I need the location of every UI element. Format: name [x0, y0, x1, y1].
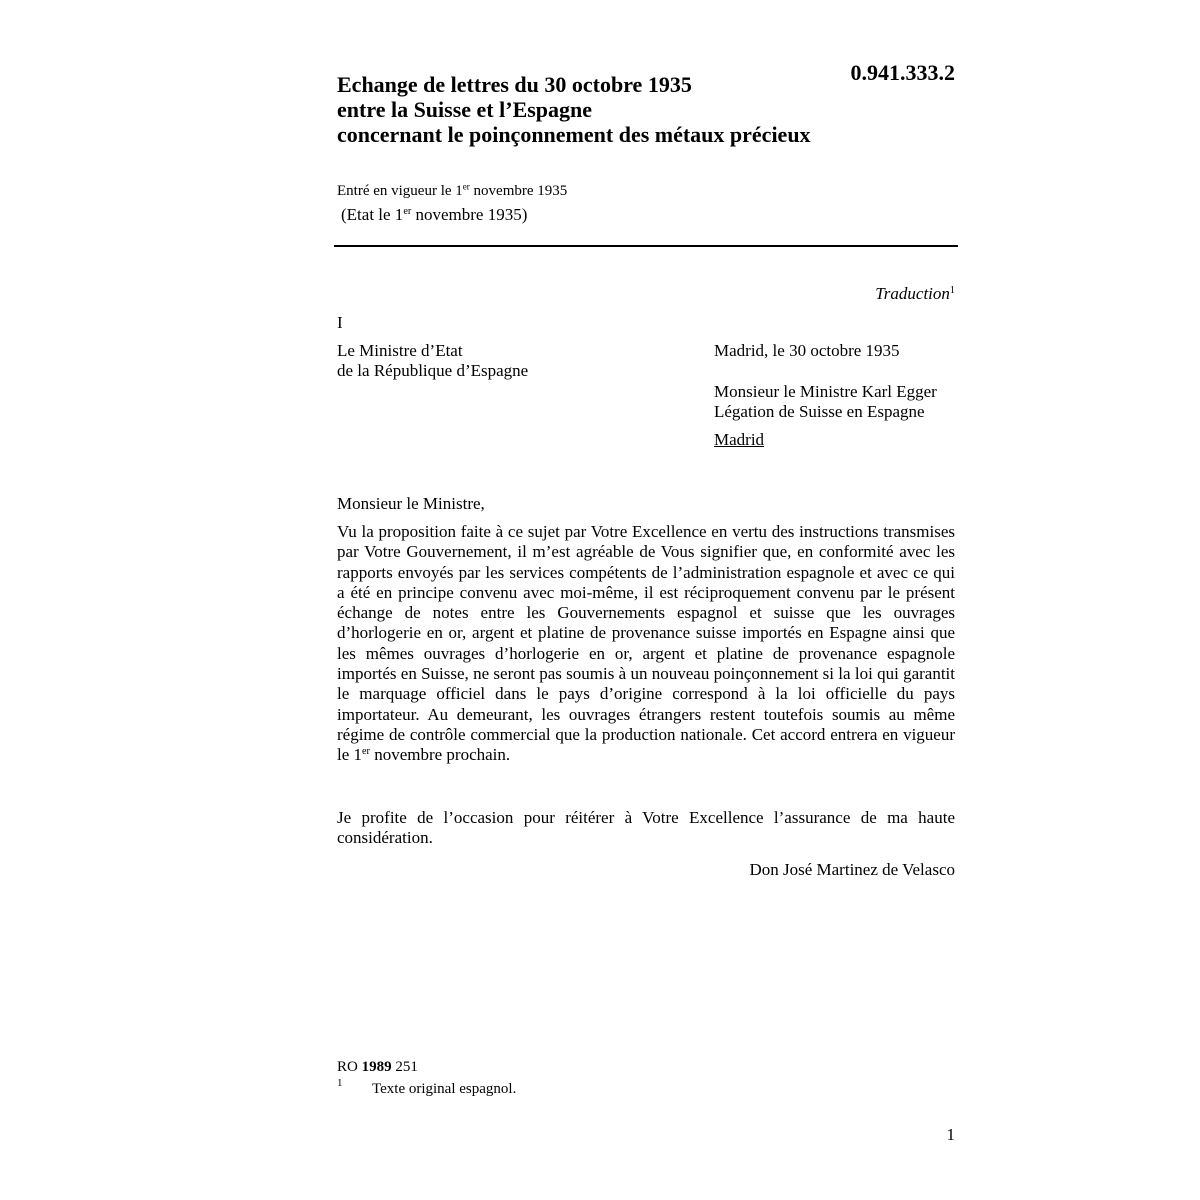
title-line-3: concernant le poinçonnement des métaux précieux	[337, 122, 811, 147]
signature: Don José Martinez de Velasco	[749, 860, 955, 879]
recipient-city: Madrid	[714, 430, 765, 449]
title-line-2: entre la Suisse et l’Espagne	[337, 97, 593, 122]
closing-formula: Je profite de l’occasion pour réitérer à Votre Excellence l’assurance de ma haute considération.	[337, 808, 955, 848]
sender-line-2: de la République d’Espagne	[337, 361, 529, 380]
page-number: 1	[946, 1125, 955, 1144]
state-date: (Etat le 1er novembre 1935)	[341, 205, 528, 224]
recipient	[714, 382, 937, 422]
footnote-mark: 1	[337, 1077, 343, 1089]
salutation: Monsieur le Ministre,	[337, 494, 485, 513]
recipient-line-1: Monsieur le Ministre Karl Egger	[714, 382, 937, 401]
recipient-line-2: Légation de Suisse en Espagne	[714, 402, 925, 421]
ro-reference: RO 1989 251	[337, 1059, 418, 1075]
sender	[337, 341, 528, 381]
footnote-reference[interactable]: 1	[949, 284, 955, 296]
translation-note: Traduction$^1$	[875, 284, 955, 303]
entry-into-force: Entré en vigueur le 1er novembre 1935	[337, 181, 568, 199]
footnote-text: Texte original espagnol.	[372, 1081, 517, 1097]
letter-number: I	[337, 313, 343, 332]
title-line-1: Echange de lettres du 30 octobre 1935	[337, 72, 692, 97]
sender-line-1: Le Ministre d’Etat	[337, 341, 463, 360]
letter-body: Vu la proposition faite à ce sujet par Votre Excellence en vertu des instructions transmises par Votre Gouvernement, il m’est agréable de Vous signifier que, en conformité avec les rapports envoyés par les services compétents de l’administration espagnole et avec ce qui a été en principe convenu avec moi-même, il est réciproquement convenu par le présent échange de notes entre les Gouvernements espagnol et suisse que les ouvrages d’horlogerie en or, argent et platine de provenance suisse importés en Espagne ainsi que les mêmes ouvrages d’horlogerie en or, argent et platine de provenance espagnole importés en Suisse, ne seront pas soumis à un nouveau poinçonnement si la loi qui garantit le marquage officiel dans le pays d’origine correspond à la loi officielle du pays importateur. Au demeurant, les ouvrages étrangers restent toutefois soumis au même régime de contrôle commercial que la production nationale. Cet accord entrera en vigueur le 1er novembre prochain.	[337, 522, 955, 765]
place-date: Madrid, le 30 octobre 1935	[714, 341, 900, 360]
document-number: 0.941.333.2	[850, 60, 955, 85]
document-title	[337, 72, 897, 147]
header-divider	[334, 245, 958, 247]
